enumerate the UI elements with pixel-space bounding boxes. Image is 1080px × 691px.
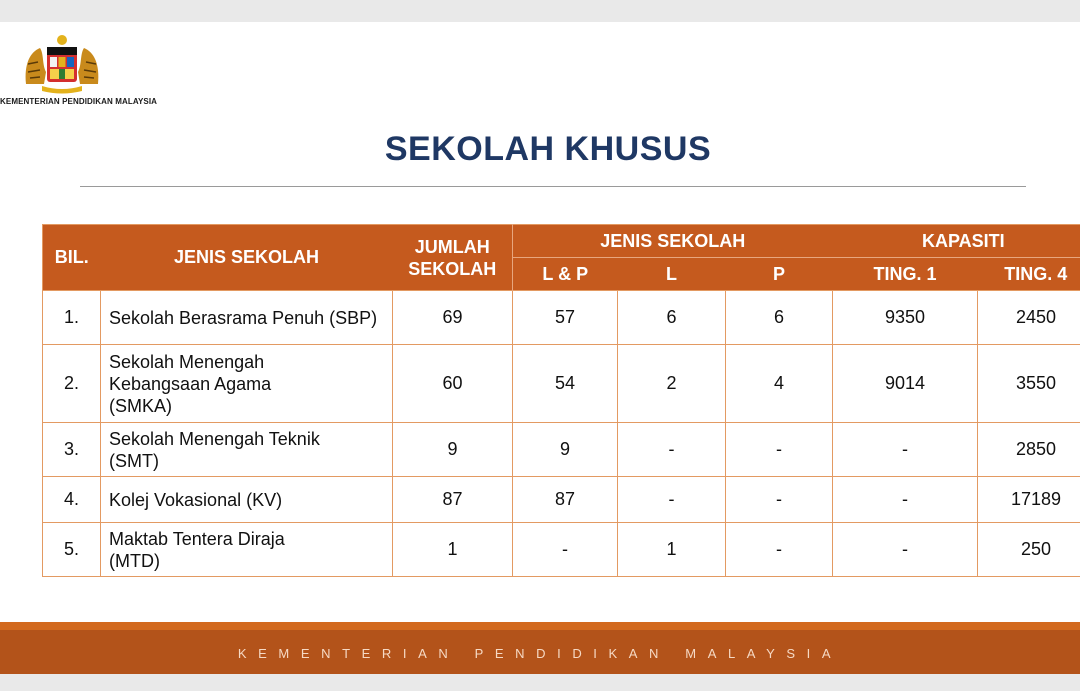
page-title: SEKOLAH KHUSUS — [384, 130, 712, 168]
row-ting4: 3550 — [978, 345, 1080, 423]
row-name — [101, 523, 393, 577]
row-l: 2 — [618, 345, 726, 423]
row-ting4: 2450 — [978, 291, 1080, 345]
row-l: - — [618, 477, 726, 523]
footer-text: KEMENTERIAN PENDIDIKAN MALAYSIA — [237, 646, 843, 661]
slide — [0, 22, 1080, 622]
row-ting4: 17189 — [978, 477, 1080, 523]
row-l: 6 — [618, 291, 726, 345]
school-table — [42, 224, 1080, 577]
row-name — [101, 345, 393, 423]
header-jenis-sekolah: JENIS SEKOLAH — [101, 225, 393, 291]
header-jumlah-sekolah — [393, 225, 513, 291]
row-bil: 5. — [43, 523, 101, 577]
header-kapasiti-group: KAPASITI — [833, 225, 1080, 258]
row-jumlah: 9 — [393, 423, 513, 477]
header-jumlah-line1: JUMLAH — [414, 236, 490, 257]
row-ting1: - — [833, 523, 978, 577]
header-ting1: TING. 1 — [833, 258, 978, 291]
header-bil: BIL. — [43, 225, 101, 291]
row-ting1: 9014 — [833, 345, 978, 423]
row-jumlah: 1 — [393, 523, 513, 577]
row-lp: 54 — [513, 345, 618, 423]
row-name-text: Sekolah Menengah Kebangsaan Agama (SMKA) — [109, 351, 272, 416]
title-divider — [80, 186, 1026, 187]
row-name-text: Maktab Tentera Diraja (MTD) — [109, 528, 285, 571]
row-bil: 3. — [43, 423, 101, 477]
row-p: 6 — [726, 291, 833, 345]
table-row — [43, 291, 1080, 345]
row-ting4: 250 — [978, 523, 1080, 577]
row-ting4: 2850 — [978, 423, 1080, 477]
ministry-label: KEMENTERIAN PENDIDIKAN MALAYSIA — [0, 97, 158, 106]
table-row — [43, 345, 1080, 423]
row-p: - — [726, 523, 833, 577]
row-jumlah: 69 — [393, 291, 513, 345]
row-p: - — [726, 423, 833, 477]
row-jumlah: 60 — [393, 345, 513, 423]
row-p: - — [726, 477, 833, 523]
row-lp: 57 — [513, 291, 618, 345]
row-ting1: - — [833, 477, 978, 523]
footer-accent-line — [0, 622, 1080, 630]
table-row — [43, 477, 1080, 523]
table-row — [43, 423, 1080, 477]
header-jenis-group: JENIS SEKOLAH — [513, 225, 833, 258]
header-p: P — [726, 258, 833, 291]
row-ting1: 9350 — [833, 291, 978, 345]
row-bil: 4. — [43, 477, 101, 523]
header-ting4: TING. 4 — [978, 258, 1080, 291]
row-jumlah: 87 — [393, 477, 513, 523]
row-name-text: Sekolah Menengah Teknik (SMT) — [109, 428, 320, 471]
row-name: Sekolah Berasrama Penuh (SBP) — [101, 291, 393, 345]
table-row — [43, 523, 1080, 577]
row-l: 1 — [618, 523, 726, 577]
coat-of-arms-icon — [20, 34, 104, 96]
row-bil: 2. — [43, 345, 101, 423]
header-lp: L & P — [513, 258, 618, 291]
row-lp: 87 — [513, 477, 618, 523]
header-l: L — [618, 258, 726, 291]
row-lp: - — [513, 523, 618, 577]
row-name: Kolej Vokasional (KV) — [101, 477, 393, 523]
row-ting1: - — [833, 423, 978, 477]
row-lp: 9 — [513, 423, 618, 477]
row-name — [101, 423, 393, 477]
row-l: - — [618, 423, 726, 477]
header-jumlah-line2: SEKOLAH — [408, 258, 497, 279]
row-p: 4 — [726, 345, 833, 423]
row-bil: 1. — [43, 291, 101, 345]
